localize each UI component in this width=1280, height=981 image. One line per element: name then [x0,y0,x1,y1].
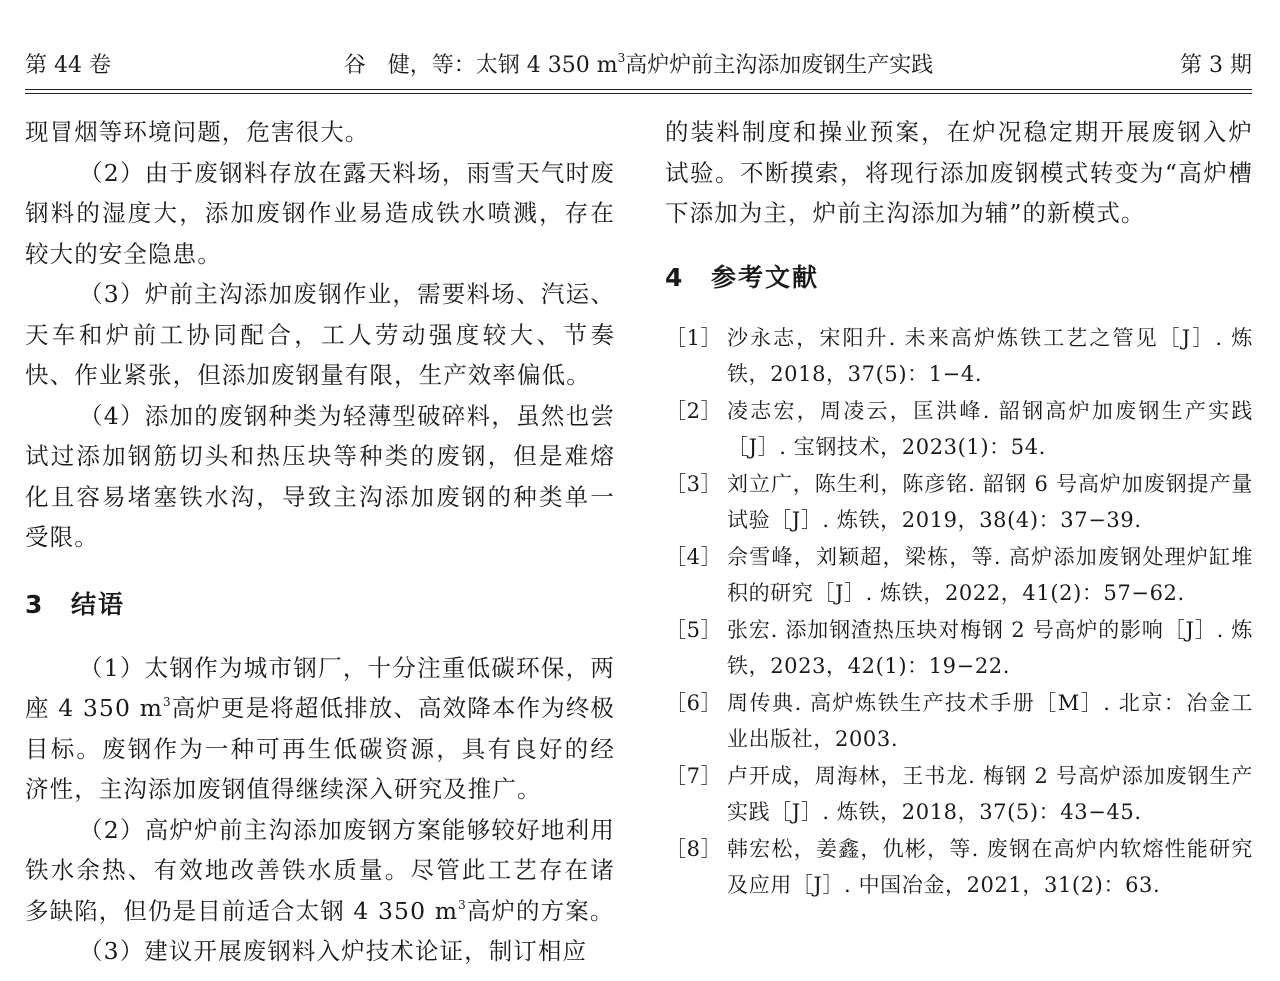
reference-list [665,320,1253,903]
reference-text: 卢开成，周海林，王书龙. 梅钢 2 号高炉添加废钢生产实践［J］. 炼铁，2018，37(5)：43−45. [727,763,1253,824]
reference-number: ［4］ [665,544,723,569]
paragraph-issue-3: （3）炉前主沟添加废钢作业，需要料场、汽运、天车和炉前工协同配合，工人劳动强度较大、节奏快、作业紧张，但添加废钢量有限，生产效率偏低。 [25,280,615,389]
section-number: 4 [665,262,685,292]
reference-item [665,685,1253,757]
reference-item [665,758,1253,830]
reference-text: 凌志宏，周凌云，匡洪峰. 韶钢高炉加废钢生产实践［J］. 宝钢技术，2023(1)：54. [727,398,1253,459]
section-title: 参考文献 [711,262,820,292]
running-title-text-end: 高炉炉前主沟添加废钢生产实践 [625,53,934,78]
superscript-3: 3 [163,695,172,709]
reference-text: 周传典. 高炉炼铁生产技术手册［M］. 北京：冶金工业出版社，2003. [727,690,1253,751]
running-title [25,50,1252,82]
reference-text: 刘立广，陈生利，陈彦铭. 韶钢 6 号高炉加废钢提产量试验［J］. 炼铁，2019，38(4)：37−39. [727,471,1253,532]
header-rule [25,89,1252,94]
reference-item [665,539,1253,611]
section-title: 结语 [71,589,126,619]
right-column [665,112,1253,904]
reference-number: ［5］ [665,617,723,642]
paragraph-issue-2: （2）由于废钢料存放在露天料场，雨雪天气时废钢料的湿度大，添加废钢作业易造成铁水喷溅，存在较大的安全隐患。 [25,158,615,268]
reference-text: 沙永志，宋阳升. 未来高炉炼铁工艺之管见［J］. 炼铁，2018，37(5)：1−4. [727,325,1253,386]
reference-number: ［6］ [665,690,723,715]
volume-label: 第 44 卷 [25,53,111,78]
superscript-3: 3 [458,897,467,912]
reference-item [665,466,1253,538]
reference-text: 张宏. 添加钢渣热压块对梅钢 2 号高炉的影响［J］. 炼铁，2023，42(1)：19−22. [727,617,1253,678]
running-title-superscript: 3 [617,51,626,65]
reference-number: ［3］ [665,471,723,496]
reference-number: ［8］ [665,836,723,861]
left-column [25,112,615,972]
reference-item [665,612,1253,684]
paragraph-conclusion-2 [25,810,615,932]
reference-item [665,831,1253,903]
section-heading-conclusion [25,585,615,625]
running-title-text: 谷 健，等：太钢 4 350 m [343,53,618,78]
reference-number: ［2］ [665,398,723,423]
paragraph-conclusion-3: （3）建议开展废钢料入炉技术论证，制订相应 [79,937,588,965]
conclusion-2-text-end: 高炉的方案。 [466,896,615,925]
paragraph-issue-4: （4）添加的废钢种类为轻薄型破碎料，虽然也尝试过添加钢筋切头和热压块等种类的废钢，但是难熔化且容易堵塞铁水沟，导致主沟添加废钢的种类单一受限。 [25,401,615,551]
section-number: 3 [25,589,45,619]
issue-label: 第 3 期 [1180,53,1252,78]
reference-number: ［7］ [665,763,723,788]
reference-text: 韩宏松，姜鑫，仇彬，等. 废钢在高炉内软熔性能研究及应用［J］. 中国冶金，2021，31(2)：63. [727,836,1253,897]
paragraph-continuation: 的装料制度和操业预案，在炉况稳定期开展废钢入炉试验。不断摸索，将现行添加废钢模式转变为“高炉槽下添加为主，炉前主沟添加为辅”的新模式。 [665,118,1253,227]
reference-item [665,393,1253,465]
conclusion-1-text-end: 高炉更是将超低排放、高效降本作为终极目标。废钢作为一种可再生低碳资源，具有良好的经济性，主沟添加废钢值得继续深入研究及推广。 [25,694,615,803]
section-heading-references [665,258,1253,298]
conclusion-2-text: （2）高炉炉前主沟添加废钢方案能够较好地利用铁水余热、有效地改善铁水质量。尽管此工艺存在诸多缺陷，但仍是目前适合太钢 4 350 m [25,815,615,925]
paragraph-conclusion-1 [25,648,615,810]
reference-text: 佘雪峰，刘颖超，梁栋，等. 高炉添加废钢处理炉缸堆积的研究［J］. 炼铁，2022，41(2)：57−62. [727,544,1253,605]
paragraph-continuation: 现冒烟等环境问题，危害很大。 [25,118,370,146]
reference-item [665,320,1253,392]
running-header [25,50,1252,86]
reference-number: ［1］ [665,325,723,350]
conclusion-1-text: （1）太钢作为城市钢厂，十分注重低碳环保，两座 4 350 m [25,653,615,722]
